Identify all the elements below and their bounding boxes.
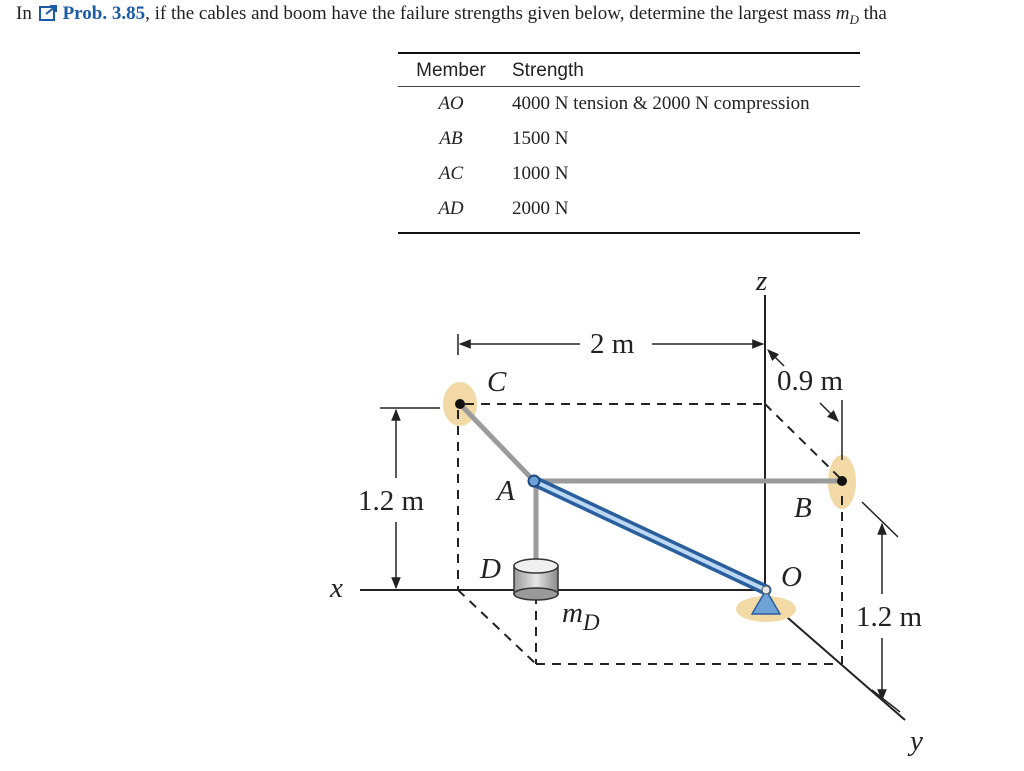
table-row <box>398 122 860 157</box>
joint-o <box>762 586 770 594</box>
member-cell: AD <box>438 198 464 219</box>
member-cell: AC <box>438 163 464 184</box>
strength-cell: 2000 N <box>512 198 569 219</box>
dim-depth-right-label: 1.2 m <box>856 601 923 633</box>
dim-width-label: 2 m <box>590 328 635 360</box>
mass-symbol: m <box>835 3 850 24</box>
member-cell: AB <box>439 128 463 149</box>
mass-label-m: m <box>562 597 583 629</box>
dim-depth-ext-bottom <box>872 690 900 712</box>
point-c-dot <box>455 399 465 409</box>
z-axis-label: z <box>756 265 768 297</box>
label-a: A <box>497 475 515 507</box>
problem-statement <box>16 3 887 28</box>
problem-prefix: In <box>16 3 32 24</box>
table-row <box>398 157 860 192</box>
strength-table <box>398 52 860 234</box>
mass-label-sub: D <box>582 610 600 635</box>
problem-suffix: tha <box>858 3 887 24</box>
problem-text: , if the cables and boom have the failure strengths given below, determine the largest mass <box>145 3 836 24</box>
table-header-row <box>398 53 860 87</box>
y-axis-label: y <box>910 725 923 757</box>
header-member: Member <box>398 53 504 87</box>
strength-cell: 1000 N <box>512 163 569 184</box>
table-row <box>398 192 860 233</box>
member-cell: AO <box>438 93 464 114</box>
mass-d <box>514 559 558 600</box>
dim-depth-ext-top <box>862 502 898 537</box>
external-link-icon[interactable] <box>39 4 59 22</box>
joint-a <box>529 476 540 487</box>
problem-reference-link[interactable]: Prob. 3.85 <box>62 3 146 24</box>
label-b: B <box>794 492 812 524</box>
strength-cell: 1500 N <box>512 128 569 149</box>
label-d: D <box>480 553 501 585</box>
table-row <box>398 87 860 123</box>
boom-cable-figure <box>0 250 1024 771</box>
strength-cell: 4000 N tension & 2000 N compression <box>512 93 810 114</box>
mass-label <box>562 597 600 635</box>
point-b-dot <box>837 476 847 486</box>
dim-height-left-label: 1.2 m <box>358 485 425 517</box>
header-strength: Strength <box>504 53 860 87</box>
label-c: C <box>487 366 507 398</box>
mass-subscript: D <box>849 11 859 27</box>
x-axis-label: x <box>330 572 343 604</box>
label-o: O <box>781 561 802 593</box>
boom-highlight <box>534 481 766 590</box>
dim-offset-arrow-right <box>820 403 838 421</box>
dim-offset-arrow-left <box>768 350 784 366</box>
dim-offset-label: 0.9 m <box>777 365 844 397</box>
cable-ac <box>460 404 534 481</box>
